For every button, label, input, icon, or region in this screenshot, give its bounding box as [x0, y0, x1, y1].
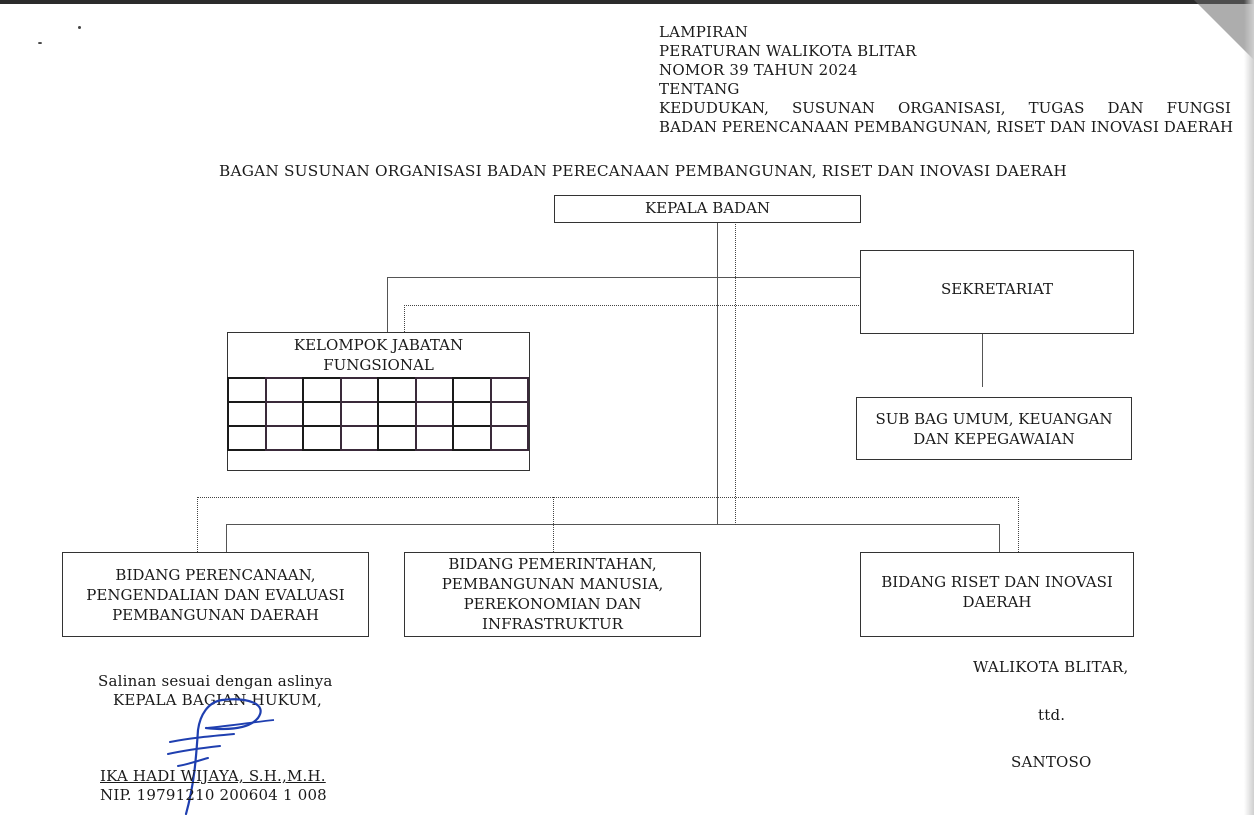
coordination-line-bidang-bus	[197, 497, 1019, 498]
grid-cell	[415, 425, 455, 451]
subject-word: DAN	[1107, 99, 1144, 117]
coordination-line-kelompok	[404, 305, 405, 332]
grid-cell	[227, 401, 267, 427]
scan-right-edge	[1244, 0, 1254, 815]
subject-word: TUGAS	[1028, 99, 1085, 117]
grid-cell	[227, 377, 267, 403]
connector-to-kelompok	[387, 277, 861, 278]
scan-speck	[78, 26, 81, 29]
connector-bidang1-drop	[226, 524, 227, 552]
header-subject-line-2: BADAN PERENCANAAN PEMBANGUNAN, RISET DAN INOVASI DAERAH	[659, 118, 1234, 136]
grid-cell	[377, 425, 417, 451]
box-sekretariat-label: SEKRETARIAT	[941, 280, 1053, 298]
grid-cell	[302, 401, 342, 427]
scan-speck	[38, 42, 42, 44]
header-line-peraturan: PERATURAN WALIKOTA BLITAR	[659, 42, 917, 60]
jabatan-fungsional-grid	[228, 378, 528, 450]
grid-cell	[265, 401, 305, 427]
grid-cell	[377, 377, 417, 403]
box-bidang1-label: BIDANG PERENCANAAN, PENGENDALIAN DAN EVALUASI PEMBANGUNAN DAERAH	[86, 565, 345, 624]
grid-cell	[302, 425, 342, 451]
box-bidang-pemerintahan	[404, 552, 701, 637]
mayor-name: SANTOSO	[1011, 753, 1092, 771]
coordination-line-bidang2	[553, 497, 554, 552]
coordination-line-bidang3	[1018, 497, 1019, 552]
grid-cell	[265, 377, 305, 403]
grid-cell	[490, 425, 530, 451]
subject-word: FUNGSI	[1166, 99, 1231, 117]
legal-head-nip: NIP. 19791210 200604 1 008	[100, 786, 327, 804]
grid-cell	[415, 401, 455, 427]
grid-cell	[452, 425, 492, 451]
grid-cell	[340, 425, 380, 451]
connector-main-vertical	[717, 222, 718, 525]
mayor-signed-mark: ttd.	[1038, 706, 1066, 724]
grid-cell	[452, 377, 492, 403]
grid-cell	[265, 425, 305, 451]
subject-word: SUSUNAN	[791, 99, 875, 117]
coordination-line-vertical	[735, 222, 736, 525]
box-bidang2-label: BIDANG PEMERINTAHAN, PEMBANGUNAN MANUSIA, PEREKONOMIAN DAN INFRASTRUKTUR	[441, 555, 664, 633]
box-bidang3-label: BIDANG RISET DAN INOVASI DAERAH	[881, 572, 1113, 611]
box-bidang-riset	[860, 552, 1134, 637]
coordination-line-sekretariat	[404, 305, 861, 306]
connector-sekretariat-subbag	[982, 332, 983, 387]
connector-kelompok-drop	[387, 277, 388, 332]
grid-cell	[340, 377, 380, 403]
grid-cell	[340, 401, 380, 427]
grid-cell	[490, 401, 530, 427]
header-subject-line-1	[659, 98, 1231, 118]
legal-head-title: KEPALA BAGIAN HUKUM,	[113, 691, 322, 709]
connector-bidang-bus	[226, 524, 1000, 525]
grid-cell	[227, 425, 267, 451]
certified-copy-text: Salinan sesuai dengan aslinya	[98, 672, 333, 690]
connector-bidang3-drop	[999, 524, 1000, 552]
header-line-tentang: TENTANG	[659, 80, 740, 98]
box-bidang-perencanaan	[62, 552, 369, 637]
coordination-line-bidang1	[197, 497, 198, 552]
chart-title: BAGAN SUSUNAN ORGANISASI BADAN PERECANAAN PEMBANGUNAN, RISET DAN INOVASI DAERAH	[219, 162, 1067, 180]
box-kelompok-label: KELOMPOK JABATAN FUNGSIONAL	[293, 336, 464, 374]
box-kepala-badan-label: KEPALA BADAN	[644, 199, 771, 217]
mayor-title: WALIKOTA BLITAR,	[973, 658, 1129, 676]
scan-top-edge	[0, 0, 1254, 4]
box-sekretariat	[860, 250, 1134, 334]
grid-cell	[377, 401, 417, 427]
box-kepala-badan	[554, 195, 861, 223]
header-line-lampiran: LAMPIRAN	[659, 23, 749, 41]
grid-cell	[452, 401, 492, 427]
subject-word: ORGANISASI,	[898, 99, 1006, 117]
subject-word: KEDUDUKAN,	[659, 99, 769, 117]
box-subbag-label: SUB BAG UMUM, KEUANGAN DAN KEPEGAWAIAN	[875, 409, 1113, 448]
grid-cell	[490, 377, 530, 403]
grid-cell	[415, 377, 455, 403]
box-subbag-umum	[856, 397, 1132, 460]
legal-head-name: IKA HADI WIJAYA, S.H.,M.H.	[100, 767, 326, 785]
header-line-nomor: NOMOR 39 TAHUN 2024	[659, 61, 858, 79]
grid-cell	[302, 377, 342, 403]
